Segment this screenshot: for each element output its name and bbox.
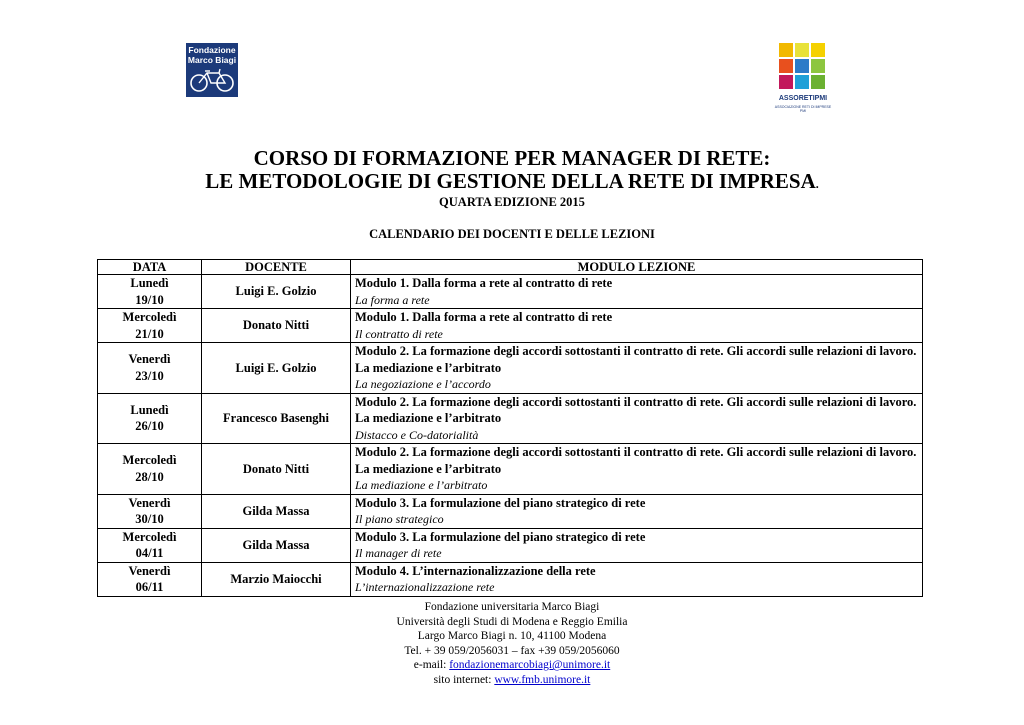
logo-cube	[811, 75, 825, 89]
row-module-topic: Il manager di rete	[355, 546, 442, 560]
row-date: 04/11	[135, 546, 164, 560]
row-teacher: Marzio Maiocchi	[202, 562, 351, 596]
calendar-subtitle: CALENDARIO DEI DOCENTI E DELLE LEZIONI	[369, 227, 655, 241]
logo-cube	[779, 43, 793, 57]
row-date: 23/10	[135, 368, 164, 383]
row-module-title: Modulo 2. La formazione degli accordi sottostanti il contratto di rete. Gli accordi sulle relazioni di lavoro. La mediazione e l’arbitrato	[355, 445, 917, 476]
footer-university: Università degli Studi di Modena e Reggio Emilia	[396, 615, 628, 628]
row-module-topic: L’internazionalizzazione rete	[355, 580, 495, 594]
row-date-cell	[98, 494, 202, 528]
fondazione-marco-biagi-logo	[186, 43, 238, 97]
table-row	[98, 343, 923, 394]
row-teacher: Donato Nitti	[202, 444, 351, 495]
row-date-cell	[98, 528, 202, 562]
row-module-cell	[351, 494, 923, 528]
row-date: 19/10	[135, 292, 164, 307]
row-date: 26/10	[135, 419, 164, 434]
row-module-cell	[351, 444, 923, 495]
row-date: 21/10	[135, 326, 164, 341]
row-module-cell	[351, 528, 923, 562]
table-row	[98, 562, 923, 596]
footer-phone: Tel. + 39 059/2056031 – fax +39 059/2056060	[404, 644, 620, 657]
row-date-cell	[98, 444, 202, 495]
footer-email-label: e-mail:	[413, 659, 450, 671]
logo-cube	[811, 43, 825, 57]
title-line-2-text: LE METODOLOGIE DI GESTIONE DELLA RETE DI IMPRESA	[205, 169, 816, 193]
logo-cube	[795, 43, 809, 57]
row-module-title: Modulo 1. Dalla forma a rete al contratto di rete	[355, 276, 613, 290]
table-header-row	[98, 260, 923, 275]
row-teacher: Gilda Massa	[202, 494, 351, 528]
header-docente: DOCENTE	[202, 260, 351, 275]
logo-cube	[795, 75, 809, 89]
table-row	[98, 528, 923, 562]
edition-label: QUARTA EDIZIONE 2015	[439, 195, 585, 209]
row-module-topic: Distacco e Co-datorialità	[355, 427, 479, 442]
row-day: Venerdì	[128, 495, 171, 510]
logo-line-2: Marco Biagi	[187, 55, 237, 65]
row-module-topic: La forma a rete	[355, 292, 430, 307]
assoretipmi-tagline: ASSOCIAZIONE RETI DI IMPRESE PMI	[774, 105, 832, 113]
row-module-title: Modulo 2. La formazione degli accordi sottostanti il contratto di rete. Gli accordi sulle relazioni di lavoro. La mediazione e l’arbitrato	[355, 394, 917, 425]
row-day: Venerdì	[128, 352, 171, 367]
row-day: Mercoledì	[122, 310, 177, 324]
footer-address: Largo Marco Biagi n. 10, 41100 Modena	[417, 630, 607, 642]
row-date: 28/10	[135, 469, 164, 484]
assoretipmi-logo	[776, 43, 830, 117]
row-module-cell	[351, 393, 923, 444]
row-date-cell	[98, 275, 202, 309]
row-module-topic: La negoziazione e l’accordo	[355, 377, 491, 391]
table-row	[98, 309, 923, 343]
row-module-topic: La mediazione e l’arbitrato	[355, 478, 488, 492]
table-row	[98, 494, 923, 528]
footer-email-link[interactable]: fondazionemarcobiagi@unimore.it	[449, 659, 611, 671]
row-module-cell	[351, 343, 923, 394]
logo-cube	[779, 59, 793, 73]
row-date-cell	[98, 309, 202, 343]
row-module-cell	[351, 309, 923, 343]
logo-cube-grid	[779, 43, 827, 91]
row-module-title: Modulo 3. La formulazione del piano strategico di rete	[355, 529, 646, 544]
row-module-cell	[351, 275, 923, 309]
row-day: Lunedì	[130, 402, 169, 417]
table-row	[98, 275, 923, 309]
row-date-cell	[98, 562, 202, 596]
table-body	[98, 275, 923, 597]
footer-site-label: sito internet:	[433, 673, 495, 686]
logo-cube	[811, 59, 825, 73]
document-title-line-1: CORSO DI FORMAZIONE PER MANAGER DI RETE:	[253, 146, 771, 170]
footer-org: Fondazione universitaria Marco Biagi	[424, 601, 600, 613]
assoretipmi-wordmark: ASSORETIPMI	[778, 95, 828, 102]
row-module-title: Modulo 2. La formazione degli accordi sottostanti il contratto di rete. Gli accordi sulle relazioni di lavoro. La mediazione e l’arbitrato	[355, 344, 917, 375]
row-date-cell	[98, 393, 202, 444]
header-modulo-lezione: MODULO LEZIONE	[351, 260, 923, 275]
row-date-cell	[98, 343, 202, 394]
logo-cube	[795, 59, 809, 73]
table-row	[98, 393, 923, 444]
footer-site-link[interactable]: www.fmb.unimore.it	[494, 673, 591, 686]
lesson-calendar-table	[97, 259, 923, 597]
row-day: Venerdì	[128, 563, 171, 578]
row-teacher: Gilda Massa	[202, 528, 351, 562]
row-teacher: Luigi E. Golzio	[202, 343, 351, 394]
row-teacher: Donato Nitti	[202, 309, 351, 343]
row-teacher: Luigi E. Golzio	[202, 275, 351, 309]
footer-email-line	[0, 658, 1024, 673]
row-module-topic: Il piano strategico	[355, 512, 444, 526]
title-line-2-end: .	[815, 177, 819, 191]
row-day: Mercoledì	[122, 453, 177, 468]
logo-cube	[779, 75, 793, 89]
row-module-cell	[351, 562, 923, 596]
row-teacher: Francesco Basenghi	[202, 393, 351, 444]
row-module-title: Modulo 1. Dalla forma a rete al contratto di rete	[355, 310, 613, 324]
bicycle-icon	[189, 67, 235, 93]
row-module-topic: Il contratto di rete	[355, 326, 443, 341]
footer-site-line	[0, 673, 1024, 688]
document-title-line-2	[0, 169, 1024, 196]
row-date: 30/10	[135, 512, 164, 526]
row-module-title: Modulo 3. La formulazione del piano strategico di rete	[355, 495, 646, 510]
logo-line-1: Fondazione	[188, 45, 236, 55]
footer	[0, 600, 1024, 687]
row-date: 06/11	[135, 580, 164, 594]
row-day: Mercoledì	[122, 529, 177, 544]
header-data: DATA	[98, 260, 202, 275]
table-row	[98, 444, 923, 495]
row-day: Lunedì	[130, 276, 169, 290]
row-module-title: Modulo 4. L’internazionalizzazione della rete	[355, 563, 596, 578]
